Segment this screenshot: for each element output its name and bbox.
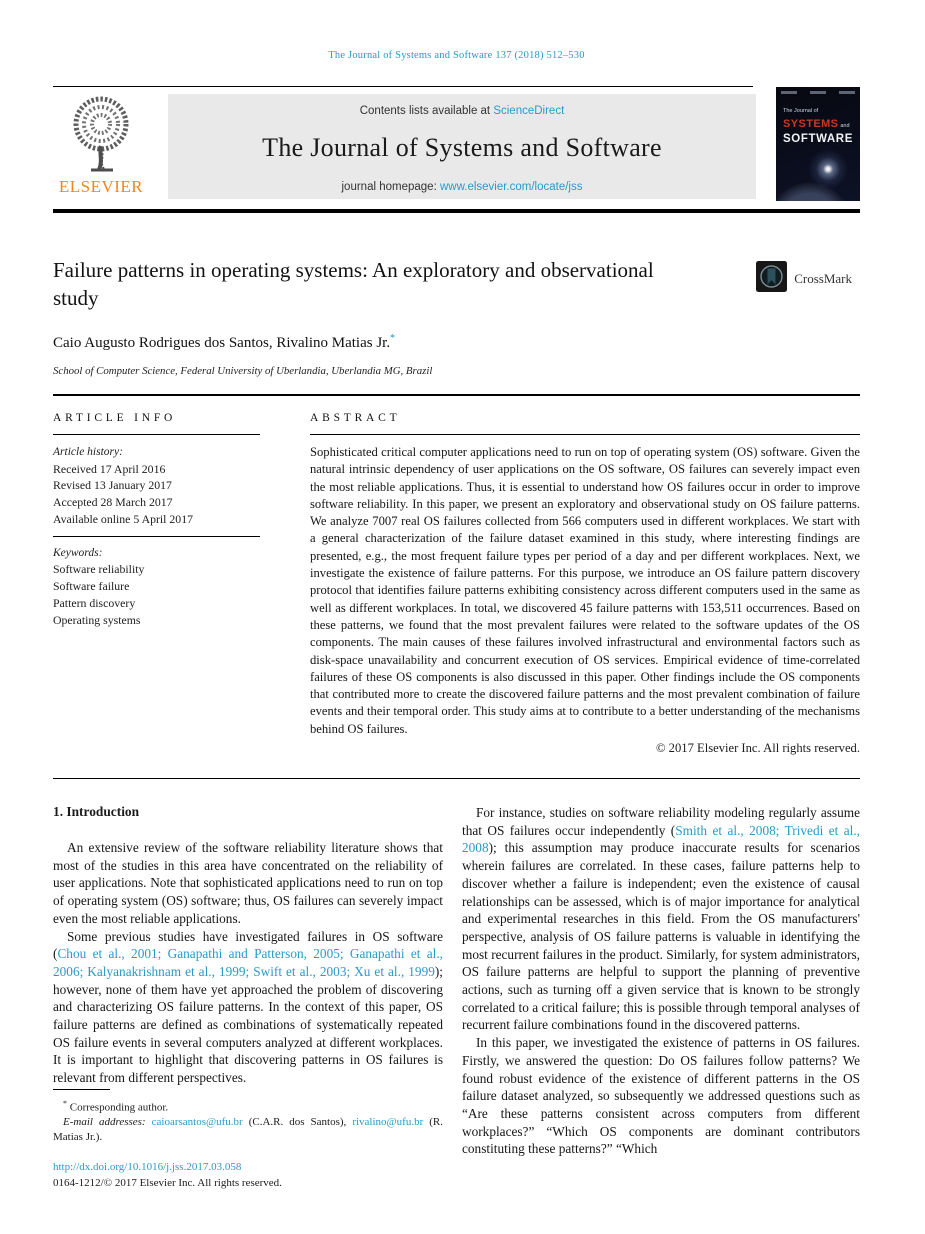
text-segment: ); this assumption may produce inaccurate results for scenarios wherein failures are correlated. In these cases, failure patterns help to discover whether a failure is independent; even the existence of causal relationships can be assessed, which is of major importance for analytical and experimental researches in this field. From the OS manufacturers' perspective, analysis of OS failure patterns is valuable in identifying the most recurrent failures in the product. Similarly, for system administrators, OS failure patterns are helpful to support the planning of preventive actions, such as turning off a given service that is known to be strongly correlated to a critical failure; this is possible through temporal analyses of recurrent failure combinations found in the discovered patterns. [462,840,860,1033]
article-title: Failure patterns in operating systems: An exploratory and observational study [53,258,654,310]
authors-line [53,333,860,352]
cover-title-systems: SYSTEMS [783,118,839,130]
text-segment: For instance, studies on software reliability modeling regularly assume that OS failures occur independently ( [462,805,860,838]
citation-link[interactable]: Chou et al., 2001; Ganapathi and Patterson, 2005; Ganapathi et al., 2006; Kalyanakrishnam et al., 1999; Swift et al., 2003; Xu et al., 1999 [53,946,443,979]
article-info-heading-rule [53,434,260,435]
crossmark-icon [756,261,787,297]
abstract-heading: ABSTRACT [310,412,401,424]
cover-subtitle: The Journal of [783,108,819,114]
contents-line [168,94,756,117]
journal-reference: The Journal of Systems and Software 137 (2018) 512–530 [328,50,585,61]
homepage-prefix: journal homepage: [341,181,440,193]
elsevier-logo[interactable] [53,94,149,197]
abstract-column [310,412,860,756]
cover-top-decoration [776,87,860,94]
info-abstract-section [53,396,860,756]
corresponding-author-note [53,1097,443,1115]
email-link[interactable]: rivalino@ufu.br [352,1116,424,1129]
article-info-heading: ARTICLE INFO [53,412,177,424]
abstract-copyright: © 2017 Elsevier Inc. All rights reserved. [655,741,860,756]
journal-banner [168,94,756,199]
keywords-label: Keywords: [53,546,103,559]
intro-paragraph [53,928,443,1087]
history-item: Revised 13 January 2017 [53,478,172,493]
text-segment: Some previous studies have investigated failures in OS software ( [53,928,443,962]
doi-link[interactable]: http://dx.doi.org/10.1016/j.jss.2017.03.058 [53,1161,242,1174]
article-info-column [53,412,260,756]
corresponding-text: Corresponding author. [67,1101,169,1114]
email-suffix: (C.A.R. dos Santos), [242,1116,353,1129]
journal-header [53,87,860,205]
text-segment: ); however, none of them have yet approached the problem of discovering and characterizing OS failure patterns. In the context of this paper, OS failure patterns are defined as combinations of systematically repeated OS failure events in several computers analyzed at different workplaces. It is important to highlight that discovering patterns in OS failures is relevant from different perspectives. [53,963,443,1086]
citation-link[interactable]: Smith et al., 2008; Trivedi et al., 2008 [462,822,860,856]
corresponding-author-mark[interactable]: * [390,333,396,344]
cover-title-and: and [840,123,850,129]
body-paragraph: In this paper, we investigated the existence of patterns in OS failures. Firstly, we answered the question: Do OS failures follow patterns? We found robust evidence of the existence of different patterns in the OS failure dataset analyzed, so subsequently we addressed questions such as “Are these patterns consistent across computers from different workplaces?” “Which OS components are dominant contributors constituting these patterns?” “Which [462,1035,860,1157]
history-item: Available online 5 April 2017 [53,511,194,526]
issn-copyright-line: 0164-1212/© 2017 Elsevier Inc. All rights reserved. [53,1176,282,1189]
footnote-rule [53,1089,110,1090]
keyword-item: Software failure [53,578,130,593]
keyword-item: Pattern discovery [53,595,136,610]
affiliation-line: School of Computer Science, Federal University of Uberlandia, Uberlandia MG, Brazil [53,365,433,377]
elsevier-wordmark: ELSEVIER [58,177,144,196]
body-columns [53,779,860,1191]
abstract-text: Sophisticated critical computer applications need to run on top of operating system (OS) software. Given the natural intrinsic dependency of user applications on the OS software, OS failures can severely impact even the most reliable applications. Thus, it is essential to understand how OS failures occur in order to improve software reliability. In this paper, we present an exploratory and observational study on OS failure patterns. We analyze 7007 real OS failures collected from 566 computers used in different workplaces. We start with a general characterization of the failure dataset examined in this study, where interesting findings are presented, e.g., the most frequent failure types per period of a day and per different workplaces. Next, we investigate the existence of failure patterns. For this purpose, we introduce an OS failure pattern discovery protocol that identifies failure patterns exhibiting consistency across different computers used in the same as well as different workplaces. In total, we discovered 45 failure patterns with 153,511 occurrences. Based on these patterns, we found that the most prevalent failures were related to the software updates of the OS components. The main causes of these failures involved infrastructural and environmental factors such as disk-space unavailability and concurrent execution of OS services. Empirical evidence of time-correlated failures of these OS components is also discussed in this paper. Other findings include the OS components that contributed more to create the discovered failure patterns and the most prevalent combination of failure events and their temporal order. This study aims at to contribute to a better understanding of the mechanisms behind OS failures. [310,445,860,736]
email-link[interactable]: caioarsantos@ufu.br [151,1116,243,1129]
footnote-block [53,1089,443,1191]
body-right-column [462,804,860,1191]
body-paragraph [462,804,860,1034]
journal-cover-image[interactable] [776,87,860,201]
title-section [53,213,860,377]
cover-title-software: SOFTWARE [783,133,853,145]
email-suffix: (R. Matias Jr.). [53,1116,444,1144]
banner-journal-title: The Journal of Systems and Software [262,133,662,162]
intro-paragraph: An extensive review of the software reliability literature shows that most of the studies in this area have concentrated on the reliability of user applications. Note that sophisticated applications need to run on top of operating system (OS) software; thus, OS failures can severely impact even the most reliable applications. [53,840,443,926]
intro-heading: 1. Introduction [53,804,140,820]
keyword-item: Software reliability [53,562,145,577]
email-label: E-mail addresses: [63,1116,146,1129]
crossmark-label: CrossMark [794,271,852,286]
article-history-label: Article history: [53,446,123,458]
crossmark-badge[interactable] [756,261,852,297]
doi-block [53,1160,443,1191]
article-info-separator [53,536,260,537]
body-left-column [53,804,443,1191]
sciencedirect-link[interactable]: ScienceDirect [493,105,565,117]
email-addresses-line [53,1115,443,1145]
cover-title-block [776,94,860,145]
footnote-mark: * [63,1099,67,1108]
history-item: Accepted 28 March 2017 [53,495,173,510]
author-names: Caio Augusto Rodrigues dos Santos, Rivalino Matias Jr. [53,335,391,351]
abstract-heading-rule [310,434,860,435]
homepage-link[interactable]: www.elsevier.com/locate/jss [439,181,583,193]
keyword-item: Operating systems [53,612,141,627]
homepage-line [168,181,756,193]
elsevier-tree-icon [59,161,143,178]
history-item: Received 17 April 2016 [53,461,166,476]
contents-prefix: Contents lists available at [359,105,494,117]
